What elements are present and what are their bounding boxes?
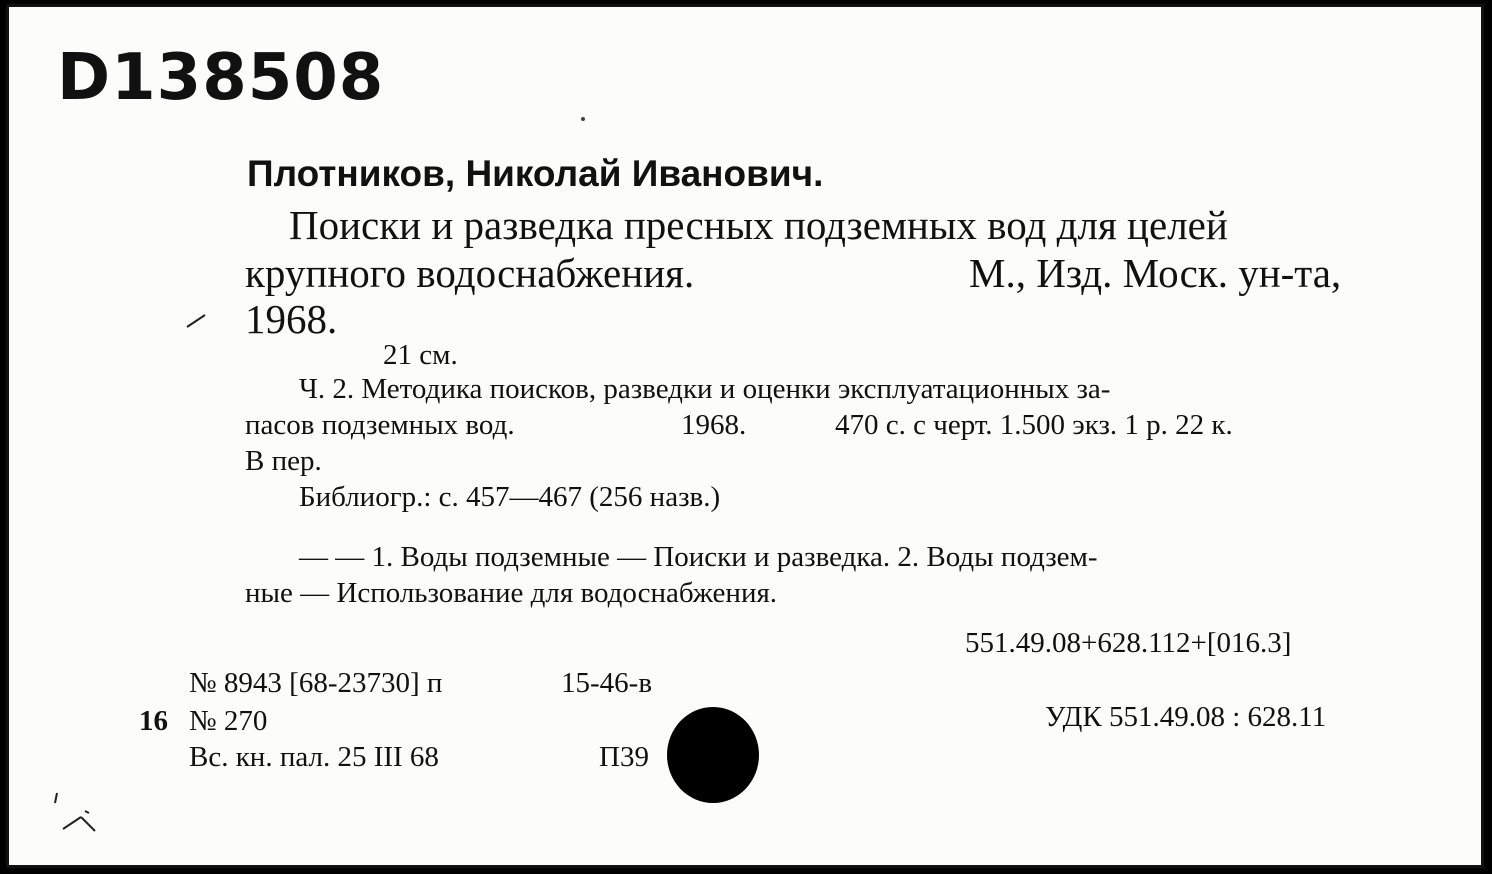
record-number: № 8943 [68-23730] п: [189, 667, 443, 699]
speck: [581, 117, 585, 121]
book-chamber: Вс. кн. пал. 25 III 68: [189, 741, 439, 773]
part-line-3: В пер.: [245, 445, 322, 477]
catalog-card: [6, 4, 1484, 868]
size: 21 см.: [383, 339, 458, 371]
subjects-line-1: — — 1. Воды подземные — Поиски и разведка. 2. Воды подзем-: [299, 541, 1098, 573]
title-line-3: 1968.: [245, 296, 338, 342]
part-line-2-b: 1968.: [681, 409, 747, 441]
part-line-1: Ч. 2. Методика поисков, разведки и оценки эксплуатационных за-: [299, 373, 1111, 405]
author: Плотников, Николай Иванович.: [247, 153, 824, 194]
part-line-2-c: 470 с. с черт. 1.500 экз. 1 р. 22 к.: [835, 409, 1233, 441]
punch-hole: [667, 707, 759, 803]
pencil-mark-icon: [185, 311, 209, 331]
title-line-2-left: крупного водоснабжения.: [245, 250, 695, 296]
pencil-scribble-icon: [49, 783, 119, 839]
bibliography: Библиогр.: с. 457—467 (256 назв.): [299, 481, 721, 513]
subjects-line-2: ные — Использование для водоснабжения.: [245, 577, 778, 609]
part-line-2-a: пасов подземных вод.: [245, 409, 515, 441]
number-270: № 270: [189, 705, 268, 737]
cipher: П39: [599, 741, 649, 773]
udc: УДК 551.49.08 : 628.11: [1045, 701, 1327, 733]
record-code: 15-46-в: [561, 667, 653, 699]
classification: 551.49.08+628.112+[016.3]: [965, 627, 1292, 659]
title-line-1: Поиски и разведка пресных подземных вод для целей: [289, 202, 1228, 248]
copies-count: 16: [139, 705, 168, 737]
handwritten-number: D138508: [57, 41, 385, 115]
title-line-2-right: М., Изд. Моск. ун-та,: [969, 250, 1342, 296]
